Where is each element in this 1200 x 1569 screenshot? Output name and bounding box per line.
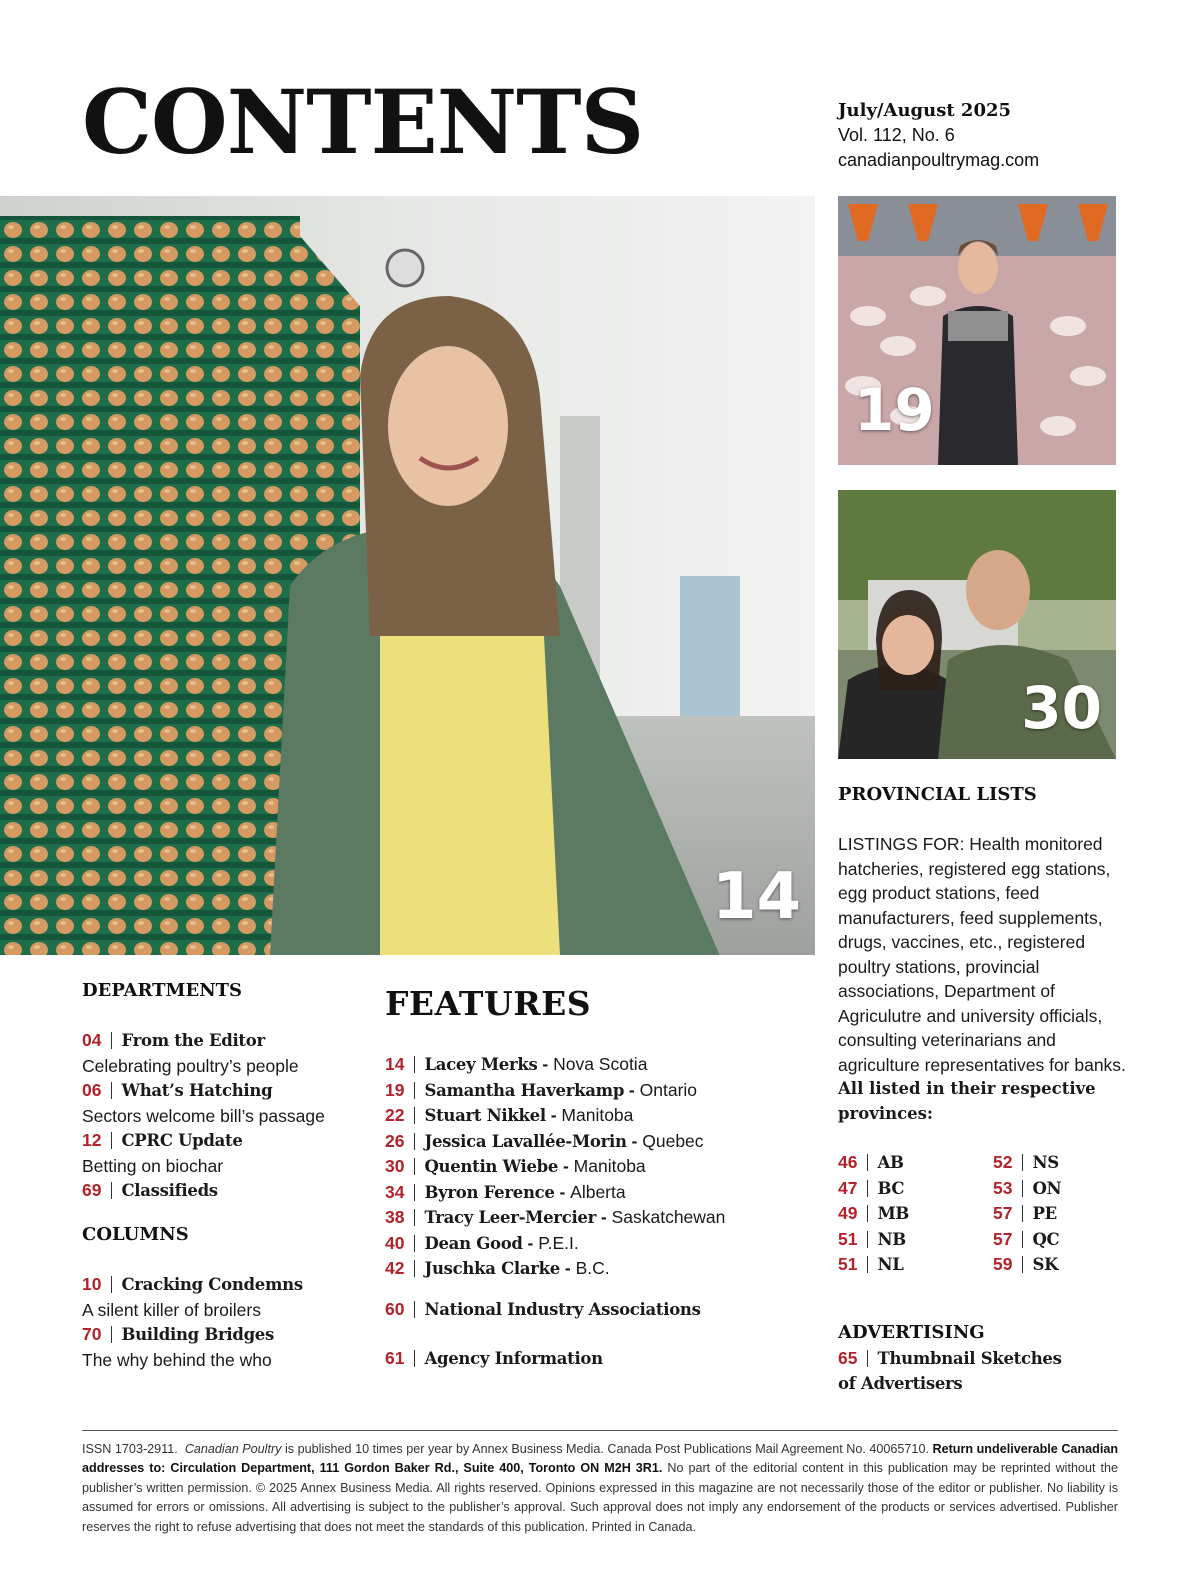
province-code: AB: [877, 1153, 904, 1172]
entry-title: National Industry Associations: [424, 1300, 701, 1319]
divider: [1022, 1205, 1023, 1222]
issn: ISSN 1703-2911.: [82, 1442, 178, 1456]
feature-name: Juschka Clarke: [424, 1259, 560, 1278]
feature-province: Nova Scotia: [553, 1054, 648, 1074]
features-list: [385, 1052, 725, 1282]
page-number: 49: [838, 1203, 858, 1223]
divider: [111, 1082, 112, 1099]
divider: [414, 1158, 415, 1175]
feature-entry[interactable]: [385, 1103, 725, 1129]
separator: -: [624, 1079, 640, 1100]
feature-entry[interactable]: [385, 1231, 725, 1257]
provincial-listings-text: [838, 832, 1128, 1126]
feature-entry[interactable]: [385, 1205, 725, 1231]
page-number: 40: [385, 1232, 405, 1253]
entry-title: Agency Information: [424, 1349, 603, 1368]
divider: [414, 1133, 415, 1150]
feature-photo-30[interactable]: [838, 490, 1116, 759]
divider: [867, 1205, 868, 1222]
divider: [1022, 1154, 1023, 1171]
feature-entry[interactable]: [385, 1154, 725, 1180]
feature-name: Lacey Merks: [424, 1055, 538, 1074]
page-number: 51: [838, 1228, 858, 1249]
divider: [414, 1260, 415, 1277]
feature-province: Saskatchewan: [611, 1207, 726, 1227]
divider: [414, 1082, 415, 1099]
publication-notice: [82, 1440, 1118, 1537]
page-number: 30: [385, 1156, 405, 1176]
toc-entry[interactable]: [82, 1028, 325, 1054]
province-entry[interactable]: [838, 1150, 909, 1176]
page-number: 69: [82, 1180, 102, 1200]
feature-entry[interactable]: [385, 1078, 725, 1104]
main-photo-page-number: 14: [711, 860, 801, 934]
separator: -: [626, 1130, 643, 1151]
divider: [414, 1235, 415, 1252]
separator: -: [596, 1207, 612, 1227]
feature-entry[interactable]: [385, 1129, 725, 1155]
divider: [414, 1350, 415, 1367]
page-number: 14: [385, 1054, 405, 1074]
advertising-heading: ADVERTISING: [838, 1322, 985, 1343]
separator: -: [522, 1232, 539, 1253]
page-number: 26: [385, 1130, 405, 1151]
divider: [867, 1231, 868, 1248]
national-associations-entry[interactable]: [385, 1297, 701, 1323]
divider: [111, 1326, 112, 1343]
feature-name: Quentin Wiebe: [424, 1157, 559, 1176]
page-number: 51: [838, 1254, 858, 1274]
province-entry[interactable]: [993, 1227, 1061, 1253]
entry-subtitle: Betting on biochar: [82, 1155, 224, 1176]
photo-30-page-number: 30: [1021, 674, 1102, 742]
page-number: 42: [385, 1258, 405, 1278]
divider: [1022, 1180, 1023, 1197]
provinces-column-right: [993, 1150, 1061, 1278]
separator: -: [560, 1258, 576, 1278]
province-code: NL: [877, 1255, 904, 1274]
page-number: 70: [82, 1324, 102, 1344]
province-code: NS: [1032, 1153, 1059, 1172]
departments-list: [82, 1028, 325, 1204]
divider: [414, 1184, 415, 1201]
volume-number: Vol. 112, No. 6: [838, 125, 955, 145]
entry-subtitle: Celebrating poultry’s people: [82, 1055, 299, 1076]
page-number: 61: [385, 1348, 405, 1368]
page-number: 12: [82, 1130, 102, 1150]
separator: -: [537, 1054, 554, 1074]
provinces-column-left: [838, 1150, 909, 1278]
divider: [414, 1301, 415, 1318]
province-entry[interactable]: [993, 1150, 1061, 1176]
entry-title: Building Bridges: [121, 1325, 274, 1344]
province-entry[interactable]: [838, 1252, 909, 1278]
page-number: 59: [993, 1254, 1013, 1274]
issue-date: July/August 2025: [838, 100, 1012, 121]
province-entry[interactable]: [993, 1252, 1061, 1278]
photo-19-page-number: 19: [854, 376, 935, 444]
page-number: 65: [838, 1348, 858, 1368]
feature-province: Manitoba: [561, 1105, 634, 1125]
feature-name: Samantha Haverkamp: [424, 1080, 625, 1100]
page-title: CONTENTS: [82, 70, 644, 174]
listings-description: LISTINGS FOR: Health monitored hatcheries, registered egg stations, egg product stations, feed manufacturers, feed supplements, drugs, vaccines, etc., registered poultry stations, provincial associations, Department of Agriculutre and university officials, consulting veterinarians and agriculture representatives for banks.: [838, 834, 1126, 1075]
page-number: 10: [82, 1274, 102, 1294]
toc-entry[interactable]: [82, 1322, 303, 1348]
province-code: BC: [877, 1178, 905, 1198]
feature-name: Stuart Nikkel: [424, 1106, 546, 1125]
divider: [867, 1154, 868, 1171]
separator: -: [554, 1181, 571, 1202]
copyright-text: No part of the editorial content in this publication may be reprinted without the publisher’s written permission. © 2025 Annex Business Media. All rights reserved. Opinions expressed in this magazine are not necessarily those of the editor or publisher. No liability is assumed for errors or omissions. All advertising is subject to the publisher’s approval. Such approval does not imply any endorsement of the products or services advertised. Publisher reserves the right to refuse advertising that does not meet the standards of this publication. Printed in Canada.: [82, 1461, 1118, 1534]
feature-entry[interactable]: [385, 1256, 725, 1282]
departments-heading: DEPARTMENTS: [82, 980, 243, 1001]
feature-province: B.C.: [575, 1258, 610, 1278]
page-number: 06: [82, 1080, 102, 1100]
magazine-name: Canadian Poultry: [184, 1442, 282, 1456]
page-number: 47: [838, 1177, 858, 1198]
divider: [414, 1209, 415, 1226]
entry-title: CPRC Update: [121, 1131, 243, 1150]
province-entry[interactable]: [838, 1201, 909, 1227]
entry-title-continued: of Advertisers: [838, 1373, 963, 1393]
divider: [111, 1182, 112, 1199]
feature-entry[interactable]: [385, 1180, 725, 1206]
province-entry[interactable]: [838, 1227, 909, 1253]
divider: [1022, 1256, 1023, 1273]
entry-title: Cracking Condemns: [121, 1275, 303, 1294]
feature-province: Alberta: [570, 1181, 626, 1202]
divider: [867, 1256, 868, 1273]
feature-province: P.E.I.: [538, 1232, 579, 1253]
page-number: 46: [838, 1152, 858, 1172]
entry-title: Classifieds: [121, 1181, 218, 1200]
toc-entry[interactable]: [82, 1078, 325, 1104]
photo-woman-egg-trays: [0, 196, 815, 955]
divider: [414, 1107, 415, 1124]
divider: [867, 1350, 868, 1367]
entry-subtitle: A silent killer of broilers: [82, 1299, 261, 1320]
province-code: MB: [877, 1204, 910, 1223]
feature-entry[interactable]: [385, 1052, 725, 1078]
page-number: 53: [993, 1177, 1013, 1198]
main-feature-photo[interactable]: [0, 196, 815, 955]
divider: [414, 1056, 415, 1073]
province-code: NB: [877, 1229, 906, 1249]
issue-info: [838, 98, 1039, 173]
columns-list: [82, 1272, 303, 1372]
page-number: 52: [993, 1152, 1013, 1172]
page-number: 04: [82, 1030, 102, 1050]
province-code: PE: [1032, 1204, 1057, 1223]
agency-information-entry[interactable]: [385, 1346, 603, 1372]
page-number: 38: [385, 1207, 405, 1227]
entry-title: What’s Hatching: [121, 1081, 273, 1100]
all-listed-note: All listed in their respective provinces:: [838, 1079, 1096, 1123]
page-number: 34: [385, 1181, 405, 1202]
website-link[interactable]: canadianpoultrymag.com: [838, 150, 1040, 170]
divider: [867, 1180, 868, 1197]
feature-province: Ontario: [639, 1079, 698, 1100]
features-heading: FEATURES: [385, 984, 592, 1023]
feature-name: Jessica Lavallée-Morin: [424, 1131, 627, 1151]
separator: -: [545, 1105, 562, 1125]
entry-subtitle: The why behind the who: [82, 1349, 272, 1370]
province-code: QC: [1032, 1229, 1060, 1249]
page-number: 57: [993, 1203, 1013, 1223]
toc-entry[interactable]: [82, 1272, 303, 1298]
footer-divider: [82, 1430, 1118, 1431]
entry-subtitle: Sectors welcome bill’s passage: [82, 1105, 325, 1126]
province-entry[interactable]: [838, 1176, 909, 1202]
separator: -: [558, 1156, 574, 1176]
columns-heading: COLUMNS: [82, 1224, 189, 1245]
divider: [111, 1032, 112, 1049]
province-code: SK: [1032, 1255, 1059, 1274]
divider: [111, 1132, 112, 1149]
page-number: 22: [385, 1105, 405, 1125]
province-code: ON: [1032, 1178, 1062, 1198]
page-number: 19: [385, 1079, 405, 1100]
page-number: 57: [993, 1228, 1013, 1249]
divider: [1022, 1231, 1023, 1248]
feature-name: Dean Good: [424, 1233, 523, 1253]
provincial-lists-heading: PROVINCIAL LISTS: [838, 784, 1037, 805]
province-entry[interactable]: [993, 1201, 1061, 1227]
feature-province: Quebec: [642, 1130, 704, 1151]
province-entry[interactable]: [993, 1176, 1061, 1202]
feature-province: Manitoba: [573, 1156, 646, 1176]
entry-title: Thumbnail Sketches: [877, 1349, 1062, 1368]
toc-entry[interactable]: [82, 1128, 325, 1154]
toc-entry[interactable]: [82, 1178, 325, 1204]
feature-photo-19[interactable]: [838, 196, 1116, 465]
feature-name: Byron Ference: [424, 1182, 555, 1202]
advertising-entry[interactable]: [838, 1346, 1062, 1396]
divider: [111, 1276, 112, 1293]
return-address: Return undeliverable Canadian addresses to: Circulation Department, 111 Gordon Baker Rd., Suite 400, Toronto ON M2H 3R1.: [82, 1442, 1119, 1476]
publication-info: is published 10 times per year by Annex Business Media. Canada Post Publications Mail Agreement No. 40065710.: [281, 1442, 929, 1456]
entry-title: From the Editor: [121, 1031, 265, 1050]
feature-name: Tracy Leer-Mercier: [424, 1208, 597, 1227]
page-number: 60: [385, 1299, 405, 1319]
